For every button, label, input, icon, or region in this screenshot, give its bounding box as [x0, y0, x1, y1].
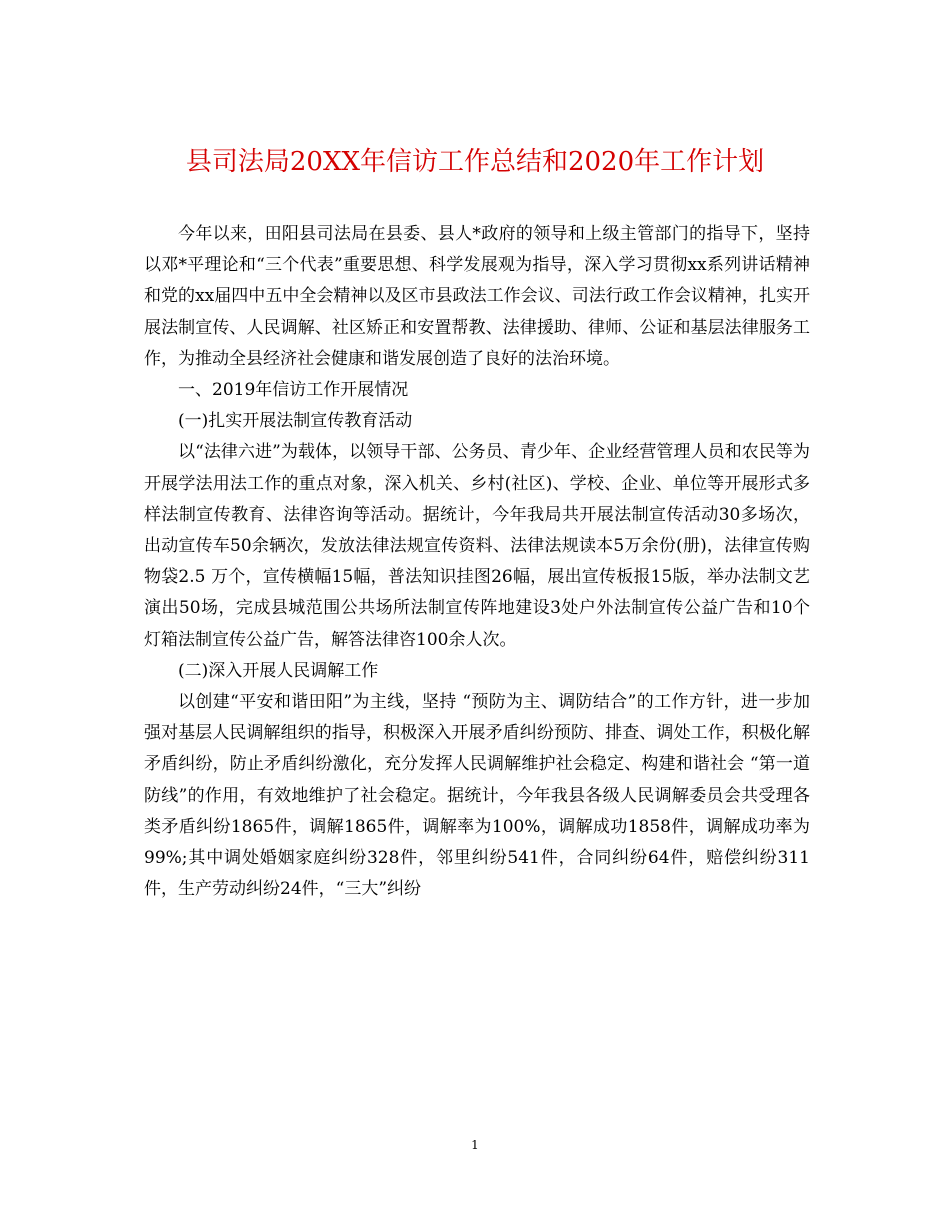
document-body	[144, 219, 810, 905]
section-heading-1: 一、2019年信访工作开展情况	[178, 380, 409, 401]
mediation-paragraph: 以创建“平安和谐田阳”为主线，坚持 “预防为主、调防结合”的工作方针，进一步加强对基层人民调解组织的指导，积极深入开展矛盾纠纷预防、排查、调处工作，积极化解矛盾纠纷，防止矛盾纠纷激化，充分发挥人民调解维护社会稳定、构建和谐社会 “第一道防线”的作用，有效地维护了社会稳定。据统计，今年我县各级人民调解委员会共受理各类矛盾纠纷1865件，调解1865件，调解率为100%，调解成功1858件，调解成功率为99%;其中调处婚姻家庭纠纷328件，邻里纠纷541件，合同纠纷64件，赔偿纠纷311件，生产劳动纠纷24件，“三大”纠纷	[144, 692, 810, 900]
subsection-heading-2: (二)深入开展人民调解工作	[178, 660, 379, 681]
page-number: 1	[471, 1138, 479, 1152]
subsection-heading-1: (一)扎实开展法制宣传教育活动	[178, 411, 413, 432]
document-title: 县司法局20XX年信访工作总结和2020年工作计划	[185, 147, 765, 177]
legal-publicity-paragraph: 以“法律六进”为载体，以领导干部、公务员、青少年、企业经营管理人员和农民等为开展学法用法工作的重点对象，深入机关、乡村(社区)、学校、企业、单位等开展形式多样法制宣传教育、法律咨询等活动。据统计，今年我局共开展法制宣传活动30多场次，出动宣传车50余辆次，发放法律法规宣传资料、法律法规读本5万余份(册)，法律宣传购物袋2.5 万个，宣传横幅15幅，普法知识挂图26幅，展出宣传板报15版，举办法制文艺演出50场，完成县城范围公共场所法制宣传阵地建设3处户外法制宣传公益广告和10个灯箱法制宣传公益广告，解答法律咨100余人次。	[144, 442, 810, 650]
intro-paragraph: 今年以来，田阳县司法局在县委、县人*政府的领导和上级主管部门的指导下，坚持以邓*平理论和“三个代表”重要思想、科学发展观为指导，深入学习贯彻xx系列讲话精神和党的xx届四中五中全会精神以及区市县政法工作会议、司法行政工作会议精神，扎实开展法制宣传、人民调解、社区矫正和安置帮教、法律援助、律师、公证和基层法律服务工作，为推动全县经济社会健康和谐发展创造了良好的法治环境。	[144, 224, 810, 369]
